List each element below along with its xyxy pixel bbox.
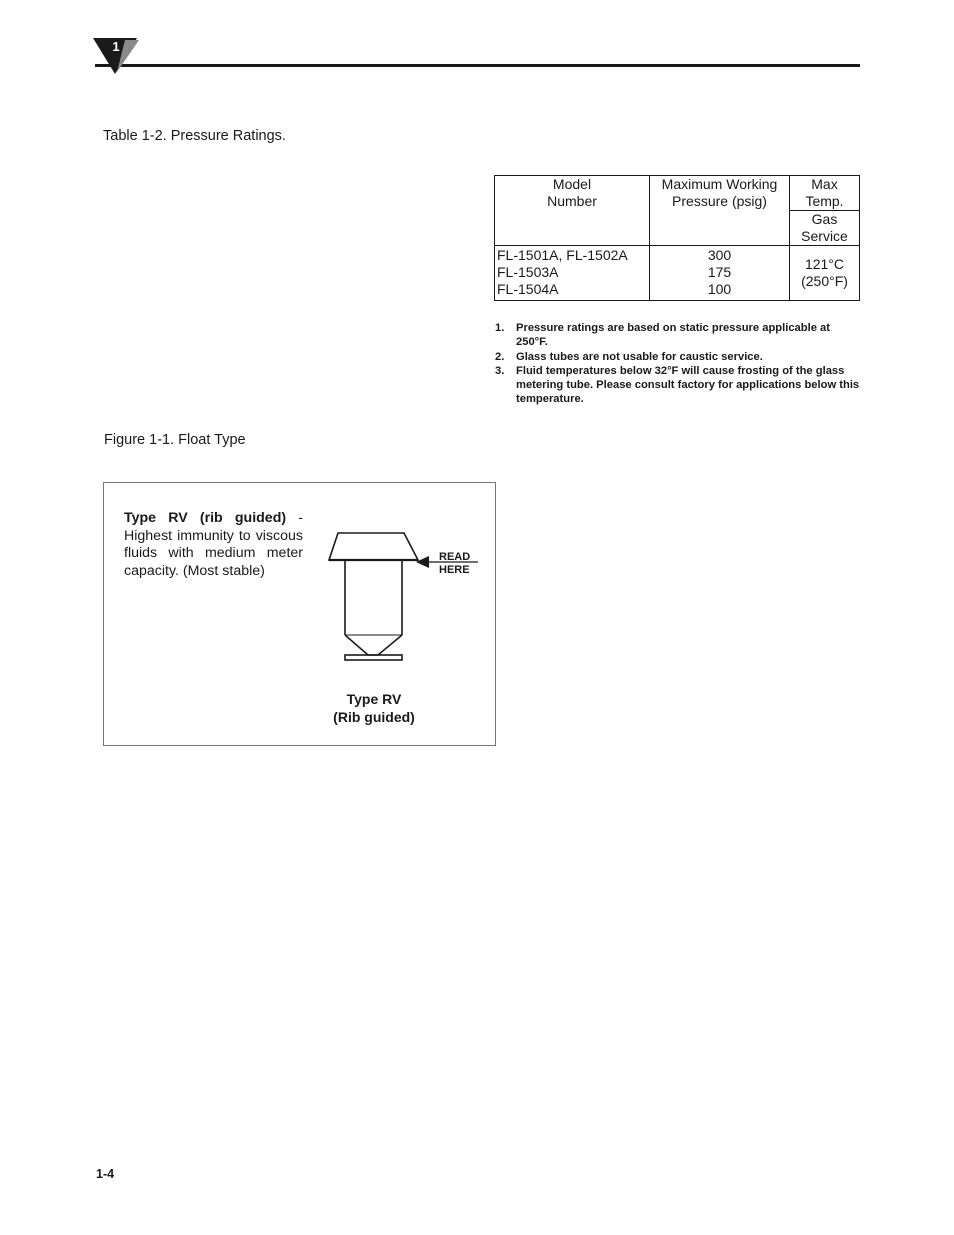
chapter-number: 1 <box>112 39 120 54</box>
gas-service-header: Gas Service <box>790 211 860 246</box>
read-here-label: READ HERE <box>439 551 471 576</box>
pressure-ratings-table <box>494 175 860 301</box>
page-number: 1-4 <box>96 1167 115 1181</box>
list-item: 2. Glass tubes are not usable for caustic service. <box>495 350 763 363</box>
model-header: Model Number <box>495 176 650 246</box>
table-row: FL-1504A <box>497 281 559 297</box>
temperature-cell: 121°C (250°F) <box>790 246 860 301</box>
model-cell <box>495 246 650 301</box>
table-row: FL-1501A, FL-1502A <box>497 247 628 263</box>
float-type-figure <box>103 482 496 746</box>
table-row: FL-1503A <box>497 264 559 280</box>
pressure-cell: 300 175 100 <box>650 246 790 301</box>
table-caption: Table 1-2. Pressure Ratings. <box>103 128 286 144</box>
list-item: 1. Pressure ratings are based on static pressure applicable at 250°F. <box>495 322 831 349</box>
figure-caption: Figure 1-1. Float Type <box>104 432 246 448</box>
list-item: 3. Fluid temperatures below 32°F will cause frosting of the glass metering tube. Please consult factory for applications below this temperature. <box>495 364 860 406</box>
max-temp-header: Max Temp. <box>790 176 860 211</box>
float-description: Type RV (rib guided) - Highest immunity to viscous fluids with medium meter capacity. (Most stable) <box>124 510 303 579</box>
float-title: Type RV (Rib guided) <box>333 691 415 725</box>
header-rule <box>95 64 860 67</box>
pressure-header: Maximum Working Pressure (psig) <box>650 176 790 246</box>
table-notes <box>495 321 861 407</box>
float-drawing-icon <box>326 527 486 667</box>
